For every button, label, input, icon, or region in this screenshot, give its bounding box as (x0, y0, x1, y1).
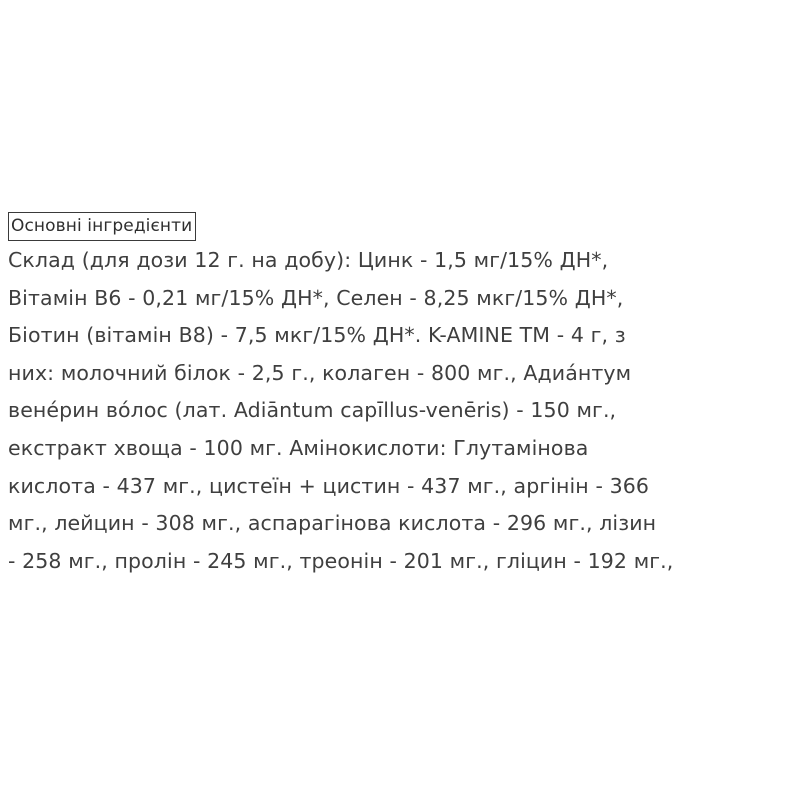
text-line: Склад (для дози 12 г. на добу): Цинк - 1,5 мг/15% ДН*, (8, 248, 609, 272)
text-line: кислота - 437 мг., цистеїн + цистин - 437 мг., аргінін - 366 (8, 473, 650, 498)
ingredients-section (8, 212, 800, 580)
ingredients-text (8, 242, 800, 580)
text-line: - 258 мг., пролін - 245 мг., треонін - 201 мг., гліцин - 192 мг., (8, 548, 674, 573)
text-line: Біотин (вітамін В8) - 7,5 мкг/15% ДН*. K-AMINE TM - 4 г, з (8, 323, 626, 348)
text-line: них: молочний білок - 2,5 г., колаген - 800 мг., Адиáнтум (8, 360, 632, 385)
text-line: венéрин вóлос (лат. Adiāntum capīllus-venēris) - 150 мг., (8, 398, 617, 423)
section-heading: Основні інгредієнти (8, 212, 196, 241)
text-line: екстракт хвоща - 100 мг. Амінокислоти: Глутамінова (8, 435, 589, 460)
text-line: мг., лейцин - 308 мг., аспарагінова кислота - 296 мг., лізин (8, 511, 657, 536)
text-line: Вітамін В6 - 0,21 мг/15% ДН*, Селен - 8,25 мкг/15% ДН*, (8, 285, 624, 310)
